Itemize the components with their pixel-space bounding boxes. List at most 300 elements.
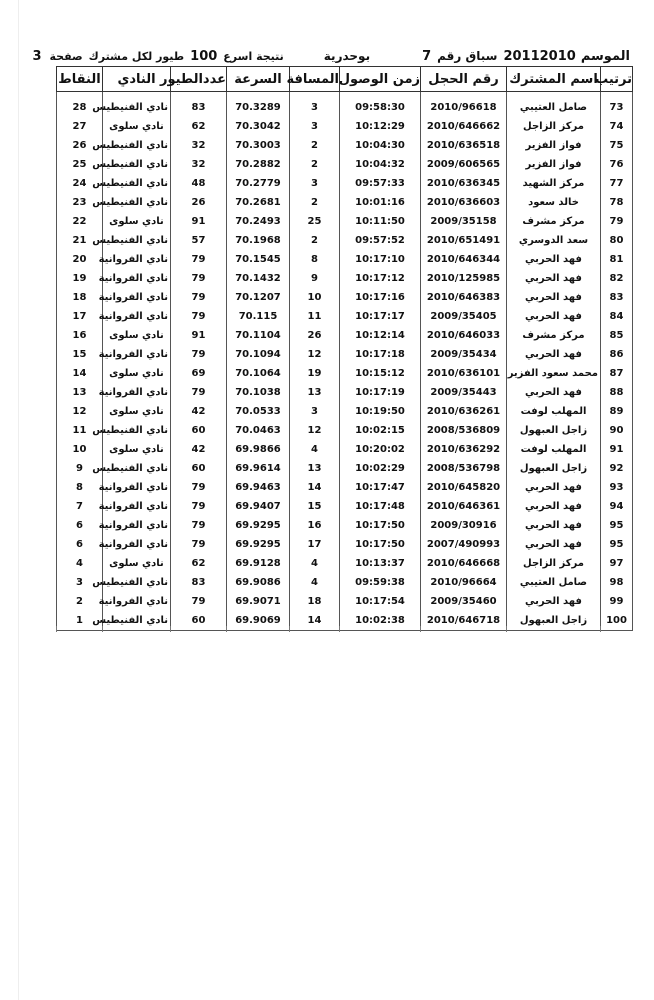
points-cell: 7 [57, 497, 103, 516]
table-row [57, 440, 633, 459]
distance-cell: 3 [290, 402, 340, 421]
ring-cell: 2010/646662 [421, 117, 507, 136]
arrival-cell: 10:17:17 [340, 307, 421, 326]
birds-cell: 79 [171, 383, 227, 402]
arrival-cell: 09:57:52 [340, 231, 421, 250]
rank-cell: 91 [601, 440, 633, 459]
distance-cell: 26 [290, 326, 340, 345]
arrival-cell: 10:02:29 [340, 459, 421, 478]
name-cell: مركز مشرف [507, 212, 601, 231]
speed-cell: 70.1094 [227, 345, 290, 364]
name-cell: مركز مشرف [507, 326, 601, 345]
name-cell: فهد الحربي [507, 478, 601, 497]
speed-cell: 69.9614 [227, 459, 290, 478]
col-distance: المسافة [290, 67, 340, 92]
speed-cell: 69.9071 [227, 592, 290, 611]
distance-cell: 12 [290, 421, 340, 440]
name-cell: مركز الزاجل [507, 554, 601, 573]
birds-cell: 26 [171, 193, 227, 212]
birds-cell: 32 [171, 155, 227, 174]
ring-cell: 2010/96664 [421, 573, 507, 592]
ring-cell: 2010/646718 [421, 611, 507, 631]
arrival-cell: 10:17:16 [340, 288, 421, 307]
distance-cell: 12 [290, 345, 340, 364]
name-cell: مركز الشهيد [507, 174, 601, 193]
club-cell: نادي سلوى [103, 440, 171, 459]
arrival-cell: 10:12:29 [340, 117, 421, 136]
rank-cell: 98 [601, 573, 633, 592]
table-row [57, 136, 633, 155]
arrival-cell: 09:57:33 [340, 174, 421, 193]
points-cell: 1 [57, 611, 103, 631]
tick-mark [226, 626, 227, 632]
speed-cell: 70.0533 [227, 402, 290, 421]
rank-cell: 86 [601, 345, 633, 364]
birds-cell: 62 [171, 117, 227, 136]
points-cell: 22 [57, 212, 103, 231]
distance-cell: 19 [290, 364, 340, 383]
birds-cell: 91 [171, 212, 227, 231]
points-cell: 15 [57, 345, 103, 364]
tick-mark [600, 626, 601, 632]
speed-cell: 70.1038 [227, 383, 290, 402]
arrival-cell: 10:17:19 [340, 383, 421, 402]
birds-cell: 79 [171, 478, 227, 497]
birds-cell: 79 [171, 288, 227, 307]
distance-cell: 16 [290, 516, 340, 535]
table-row [57, 193, 633, 212]
tick-mark [506, 626, 507, 632]
rank-cell: 95 [601, 516, 633, 535]
points-cell: 10 [57, 440, 103, 459]
rank-cell: 83 [601, 288, 633, 307]
speed-cell: 69.9866 [227, 440, 290, 459]
arrival-cell: 10:11:50 [340, 212, 421, 231]
speed-cell: 70.1432 [227, 269, 290, 288]
distance-cell: 4 [290, 554, 340, 573]
col-points: النقاط [57, 67, 103, 92]
rank-cell: 80 [601, 231, 633, 250]
tick-mark [289, 626, 290, 632]
club-cell: نادي الفروانية [103, 592, 171, 611]
points-cell: 17 [57, 307, 103, 326]
per-entry-label: طيور لكل مشترك [88, 49, 185, 63]
col-speed: السرعة [227, 67, 290, 92]
location: بوحدرية [323, 49, 371, 63]
birds-cell: 48 [171, 174, 227, 193]
birds-cell: 69 [171, 364, 227, 383]
distance-cell: 3 [290, 117, 340, 136]
ring-cell: 2010/636345 [421, 174, 507, 193]
scan-edge [18, 0, 19, 1000]
name-cell: خالد سعود [507, 193, 601, 212]
tick-mark [339, 626, 340, 632]
birds-cell: 79 [171, 307, 227, 326]
rank-cell: 89 [601, 402, 633, 421]
speed-cell: 69.9069 [227, 611, 290, 631]
footer-ticks [56, 626, 632, 636]
table-row [57, 155, 633, 174]
birds-cell: 60 [171, 421, 227, 440]
rank-cell: 85 [601, 326, 633, 345]
points-cell: 25 [57, 155, 103, 174]
table-row [57, 478, 633, 497]
arrival-cell: 10:17:47 [340, 478, 421, 497]
race-value: 7 [422, 48, 432, 64]
rank-cell: 93 [601, 478, 633, 497]
ring-cell: 2008/536798 [421, 459, 507, 478]
club-cell: نادي سلوى [103, 554, 171, 573]
club-cell: نادي الفنيطيس [103, 193, 171, 212]
ring-cell: 2009/606565 [421, 155, 507, 174]
name-cell: فهد الحربي [507, 269, 601, 288]
rank-cell: 97 [601, 554, 633, 573]
speed-cell: 69.9295 [227, 535, 290, 554]
points-cell: 13 [57, 383, 103, 402]
speed-cell: 70.3003 [227, 136, 290, 155]
ring-cell: 2010/636292 [421, 440, 507, 459]
rank-cell: 92 [601, 459, 633, 478]
distance-cell: 2 [290, 193, 340, 212]
distance-cell: 2 [290, 231, 340, 250]
table-row [57, 288, 633, 307]
speed-cell: 69.9128 [227, 554, 290, 573]
club-cell: نادي الفنيطيس [103, 459, 171, 478]
arrival-cell: 10:20:02 [340, 440, 421, 459]
distance-cell: 25 [290, 212, 340, 231]
distance-cell: 13 [290, 383, 340, 402]
table-row [57, 326, 633, 345]
birds-cell: 57 [171, 231, 227, 250]
table-body [57, 92, 633, 631]
page-label: صفحة [49, 49, 83, 63]
name-cell: فهد الحربي [507, 497, 601, 516]
rank-cell: 75 [601, 136, 633, 155]
rank-cell: 94 [601, 497, 633, 516]
speed-cell: 70.3289 [227, 92, 290, 118]
points-cell: 18 [57, 288, 103, 307]
rank-cell: 77 [601, 174, 633, 193]
table-row [57, 535, 633, 554]
result-count: 100 [190, 48, 218, 64]
arrival-cell: 10:04:30 [340, 136, 421, 155]
name-cell: زاجل العبهول [507, 459, 601, 478]
table-row [57, 250, 633, 269]
ring-cell: 2010/96618 [421, 92, 507, 118]
ring-cell: 2007/490993 [421, 535, 507, 554]
table-row [57, 174, 633, 193]
rank-cell: 82 [601, 269, 633, 288]
club-cell: نادي الفروانية [103, 497, 171, 516]
speed-cell: 70.2882 [227, 155, 290, 174]
race-label: سباق رقم [437, 49, 498, 63]
name-cell: المهلب لوفت [507, 402, 601, 421]
club-cell: نادي الفنيطيس [103, 155, 171, 174]
rank-cell: 81 [601, 250, 633, 269]
distance-cell: 18 [290, 592, 340, 611]
name-cell: فهد الحربي [507, 288, 601, 307]
name-cell: صامل العتيبي [507, 92, 601, 118]
results-table [56, 66, 633, 631]
arrival-cell: 10:17:50 [340, 535, 421, 554]
distance-cell: 3 [290, 174, 340, 193]
arrival-cell: 10:19:50 [340, 402, 421, 421]
points-cell: 9 [57, 459, 103, 478]
ring-cell: 2010/646033 [421, 326, 507, 345]
birds-cell: 79 [171, 497, 227, 516]
distance-cell: 14 [290, 611, 340, 631]
name-cell: فهد الحربي [507, 345, 601, 364]
club-cell: نادي سلوى [103, 364, 171, 383]
club-cell: نادي سلوى [103, 326, 171, 345]
birds-cell: 79 [171, 250, 227, 269]
page-value: 3 [32, 48, 42, 64]
distance-cell: 14 [290, 478, 340, 497]
ring-cell: 2010/125985 [421, 269, 507, 288]
birds-cell: 79 [171, 269, 227, 288]
distance-cell: 9 [290, 269, 340, 288]
tick-mark [102, 626, 103, 632]
distance-cell: 2 [290, 136, 340, 155]
club-cell: نادي الفنيطيس [103, 573, 171, 592]
ring-cell: 2009/35434 [421, 345, 507, 364]
speed-cell: 69.9463 [227, 478, 290, 497]
ring-cell: 2009/30916 [421, 516, 507, 535]
points-cell: 26 [57, 136, 103, 155]
rank-cell: 84 [601, 307, 633, 326]
points-cell: 8 [57, 478, 103, 497]
ring-cell: 2009/35158 [421, 212, 507, 231]
distance-cell: 4 [290, 573, 340, 592]
ring-cell: 2010/651491 [421, 231, 507, 250]
table-row [57, 497, 633, 516]
name-cell: فهد الحربي [507, 592, 601, 611]
table-row [57, 212, 633, 231]
table-row [57, 573, 633, 592]
club-cell: نادي الفنيطيس [103, 174, 171, 193]
club-cell: نادي الفروانية [103, 250, 171, 269]
speed-cell: 70.1545 [227, 250, 290, 269]
ring-cell: 2009/35460 [421, 592, 507, 611]
rank-cell: 87 [601, 364, 633, 383]
table-row [57, 402, 633, 421]
arrival-cell: 10:12:14 [340, 326, 421, 345]
distance-cell: 2 [290, 155, 340, 174]
arrival-cell: 10:17:48 [340, 497, 421, 516]
ring-cell: 2010/646668 [421, 554, 507, 573]
col-club: النادي [103, 67, 171, 92]
table-row [57, 92, 633, 118]
rank-cell: 74 [601, 117, 633, 136]
name-cell: فواز الفزير [507, 136, 601, 155]
points-cell: 27 [57, 117, 103, 136]
name-cell: المهلب لوفت [507, 440, 601, 459]
table-row [57, 383, 633, 402]
points-cell: 19 [57, 269, 103, 288]
rank-cell: 76 [601, 155, 633, 174]
points-cell: 3 [57, 573, 103, 592]
table-row [57, 364, 633, 383]
birds-cell: 79 [171, 345, 227, 364]
rank-cell: 78 [601, 193, 633, 212]
birds-cell: 83 [171, 92, 227, 118]
club-cell: نادي الفروانية [103, 383, 171, 402]
birds-cell: 62 [171, 554, 227, 573]
points-cell: 16 [57, 326, 103, 345]
arrival-cell: 10:04:32 [340, 155, 421, 174]
birds-cell: 32 [171, 136, 227, 155]
name-cell: مركز الزاجل [507, 117, 601, 136]
season-value: 20112010 [503, 48, 576, 64]
name-cell: فهد الحربي [507, 383, 601, 402]
ring-cell: 2010/636603 [421, 193, 507, 212]
speed-cell: 70.1064 [227, 364, 290, 383]
ring-cell: 2010/636261 [421, 402, 507, 421]
distance-cell: 4 [290, 440, 340, 459]
table-row [57, 459, 633, 478]
club-cell: نادي الفروانية [103, 516, 171, 535]
speed-cell: 70.0463 [227, 421, 290, 440]
name-cell: فهد الحربي [507, 250, 601, 269]
birds-cell: 42 [171, 440, 227, 459]
points-cell: 11 [57, 421, 103, 440]
arrival-cell: 10:17:12 [340, 269, 421, 288]
speed-cell: 70.2493 [227, 212, 290, 231]
rank-cell: 100 [601, 611, 633, 631]
speed-cell: 70.3042 [227, 117, 290, 136]
speed-cell: 70.1968 [227, 231, 290, 250]
name-cell: فواز الفزير [507, 155, 601, 174]
points-cell: 24 [57, 174, 103, 193]
arrival-cell: 10:13:37 [340, 554, 421, 573]
birds-cell: 91 [171, 326, 227, 345]
tick-mark [170, 626, 171, 632]
ring-cell: 2010/646383 [421, 288, 507, 307]
birds-cell: 42 [171, 402, 227, 421]
distance-cell: 3 [290, 92, 340, 118]
club-cell: نادي الفنيطيس [103, 611, 171, 631]
tick-mark [420, 626, 421, 632]
tick-mark [56, 626, 57, 632]
name-cell: فهد الحربي [507, 307, 601, 326]
col-birds: عددالطيور [171, 67, 227, 92]
distance-cell: 15 [290, 497, 340, 516]
birds-cell: 79 [171, 592, 227, 611]
club-cell: نادي سلوى [103, 117, 171, 136]
table-row [57, 345, 633, 364]
club-cell: نادي الفروانية [103, 307, 171, 326]
name-cell: محمد سعود الفزير [507, 364, 601, 383]
table-row [57, 269, 633, 288]
table-header-row [57, 67, 633, 92]
arrival-cell: 09:58:30 [340, 92, 421, 118]
speed-cell: 69.9407 [227, 497, 290, 516]
birds-cell: 60 [171, 459, 227, 478]
table-row [57, 592, 633, 611]
points-cell: 23 [57, 193, 103, 212]
club-cell: نادي الفروانية [103, 288, 171, 307]
birds-cell: 79 [171, 535, 227, 554]
name-cell: زاجل العبهول [507, 611, 601, 631]
club-cell: نادي الفروانية [103, 478, 171, 497]
points-cell: 4 [57, 554, 103, 573]
arrival-cell: 10:15:12 [340, 364, 421, 383]
table-row [57, 421, 633, 440]
arrival-cell: 10:02:15 [340, 421, 421, 440]
rank-cell: 95 [601, 535, 633, 554]
arrival-cell: 10:17:10 [340, 250, 421, 269]
ring-cell: 2010/646344 [421, 250, 507, 269]
ring-cell: 2010/636518 [421, 136, 507, 155]
col-name: اسم المشترك [507, 67, 601, 92]
club-cell: نادي الفنيطيس [103, 92, 171, 118]
ring-cell: 2010/636101 [421, 364, 507, 383]
ring-cell: 2009/35443 [421, 383, 507, 402]
club-cell: نادي سلوى [103, 402, 171, 421]
speed-cell: 70.2681 [227, 193, 290, 212]
birds-cell: 60 [171, 611, 227, 631]
arrival-cell: 10:17:54 [340, 592, 421, 611]
ring-cell: 2009/35405 [421, 307, 507, 326]
arrival-cell: 10:01:16 [340, 193, 421, 212]
table-row [57, 117, 633, 136]
rank-cell: 73 [601, 92, 633, 118]
points-cell: 28 [57, 92, 103, 118]
points-cell: 21 [57, 231, 103, 250]
birds-cell: 83 [171, 573, 227, 592]
distance-cell: 11 [290, 307, 340, 326]
speed-cell: 70.1207 [227, 288, 290, 307]
col-arrival: زمن الوصول [340, 67, 421, 92]
speed-cell: 70.1104 [227, 326, 290, 345]
speed-cell: 70.2779 [227, 174, 290, 193]
points-cell: 12 [57, 402, 103, 421]
ring-cell: 2010/645820 [421, 478, 507, 497]
ring-cell: 2010/646361 [421, 497, 507, 516]
club-cell: نادي سلوى [103, 212, 171, 231]
speed-cell: 70.115 [227, 307, 290, 326]
col-ring: رقم الحجل [421, 67, 507, 92]
table-row [57, 307, 633, 326]
club-cell: نادي الفروانية [103, 535, 171, 554]
table-row [57, 231, 633, 250]
club-cell: نادي الفنيطيس [103, 421, 171, 440]
distance-cell: 13 [290, 459, 340, 478]
points-cell: 6 [57, 516, 103, 535]
ring-cell: 2008/536809 [421, 421, 507, 440]
birds-cell: 79 [171, 516, 227, 535]
club-cell: نادي الفنيطيس [103, 231, 171, 250]
speed-cell: 69.9295 [227, 516, 290, 535]
distance-cell: 8 [290, 250, 340, 269]
name-cell: سعد الدوسري [507, 231, 601, 250]
season-label: الموسم [580, 48, 630, 64]
points-cell: 2 [57, 592, 103, 611]
col-rank: ترتيب [601, 67, 633, 92]
distance-cell: 17 [290, 535, 340, 554]
rank-cell: 90 [601, 421, 633, 440]
club-cell: نادي الفروانية [103, 269, 171, 288]
table-row [57, 516, 633, 535]
points-cell: 14 [57, 364, 103, 383]
points-cell: 20 [57, 250, 103, 269]
table-row [57, 554, 633, 573]
report-header [32, 44, 630, 68]
arrival-cell: 10:17:50 [340, 516, 421, 535]
distance-cell: 10 [290, 288, 340, 307]
name-cell: فهد الحربي [507, 516, 601, 535]
result-label: نتيجة اسرع [223, 49, 284, 63]
